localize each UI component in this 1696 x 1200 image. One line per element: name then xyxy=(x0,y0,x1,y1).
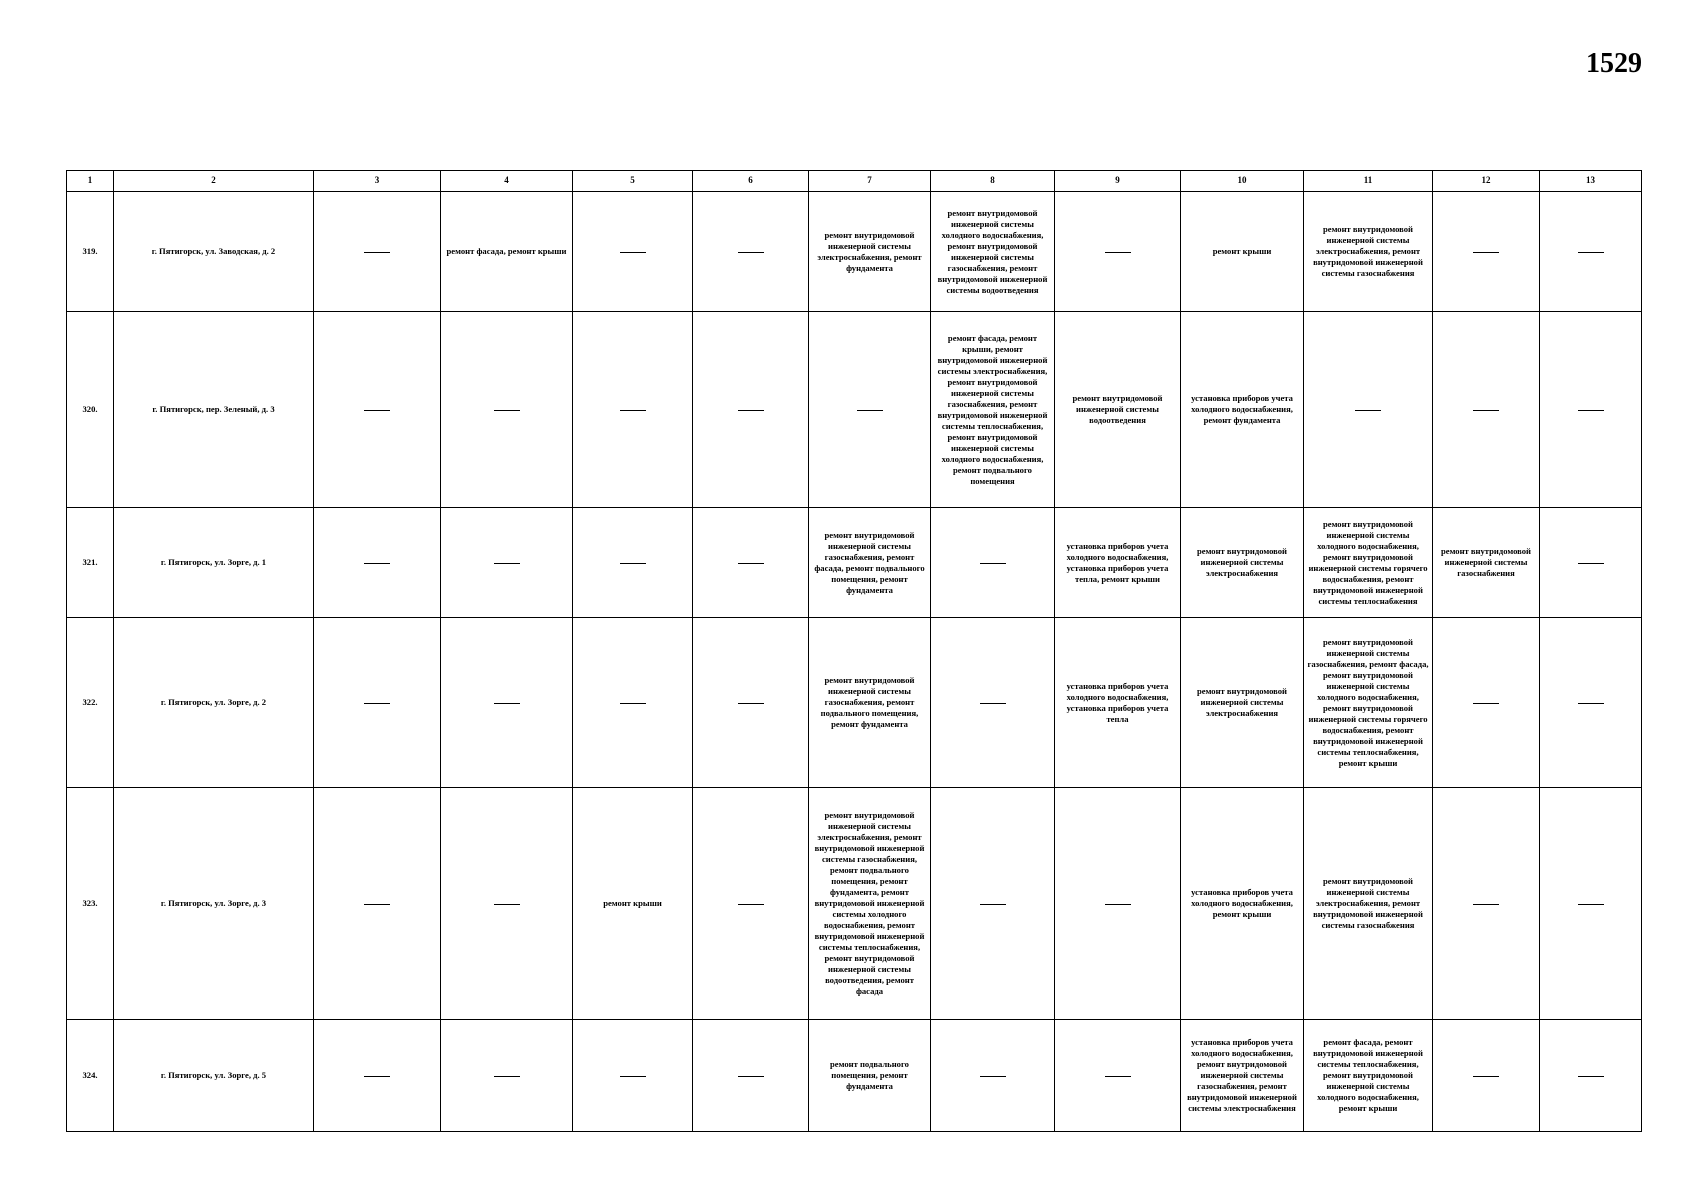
column-number: 3 xyxy=(314,171,441,192)
work-cell: ремонт фасада, ремонт крыши, ремонт внутридомовой инженерной системы электроснабжения, ремонт внутридомовой инженерной системы газоснабжения, ремонт внутридомовой инженерной системы теплоснабжения, ремонт внутридомовой инженерной системы холодного водоснабжения, ремонт подвального помещения xyxy=(931,312,1055,508)
empty-dash xyxy=(364,1076,390,1077)
empty-dash xyxy=(1473,703,1499,704)
empty-dash xyxy=(494,410,520,411)
row-number-cell: 324. xyxy=(67,1020,114,1132)
work-cell xyxy=(314,788,441,1020)
empty-dash xyxy=(1578,410,1604,411)
empty-dash xyxy=(1473,410,1499,411)
work-cell xyxy=(314,618,441,788)
work-cell xyxy=(931,618,1055,788)
work-cell xyxy=(931,1020,1055,1132)
work-cell: установка приборов учета холодного водоснабжения, ремонт внутридомовой инженерной системы газоснабжения, ремонт внутридомовой инженерной системы электроснабжения xyxy=(1181,1020,1304,1132)
work-cell xyxy=(1540,192,1642,312)
empty-dash xyxy=(738,410,764,411)
work-cell: ремонт внутридомовой инженерной системы холодного водоснабжения, ремонт внутридомовой инженерной системы газоснабжения, ремонт внутридомовой инженерной системы водоотведения xyxy=(931,192,1055,312)
empty-dash xyxy=(738,904,764,905)
empty-dash xyxy=(857,410,883,411)
work-cell xyxy=(441,508,573,618)
work-cell xyxy=(693,508,809,618)
column-number: 6 xyxy=(693,171,809,192)
empty-dash xyxy=(980,563,1006,564)
work-cell xyxy=(314,312,441,508)
repair-schedule-table xyxy=(66,170,1642,1132)
empty-dash xyxy=(494,703,520,704)
work-cell xyxy=(1540,788,1642,1020)
work-cell xyxy=(573,312,693,508)
column-number: 12 xyxy=(1433,171,1540,192)
table-row xyxy=(67,618,1642,788)
work-cell: ремонт внутридомовой инженерной системы электроснабжения, ремонт фундамента xyxy=(809,192,931,312)
work-cell: установка приборов учета холодного водоснабжения, установка приборов учета тепла, ремонт крыши xyxy=(1055,508,1181,618)
empty-dash xyxy=(364,703,390,704)
empty-dash xyxy=(1473,252,1499,253)
work-cell: ремонт внутридомовой инженерной системы электроснабжения, ремонт внутридомовой инженерной системы газоснабжения, ремонт подвального помещения, ремонт фундамента, ремонт внутридомовой инженерной системы холодного водоснабжения, ремонт внутридомовой инженерной системы теплоснабжения, ремонт внутридомовой инженерной системы водоотведения, ремонт фасада xyxy=(809,788,931,1020)
empty-dash xyxy=(1578,703,1604,704)
empty-dash xyxy=(494,1076,520,1077)
address-cell: г. Пятигорск, ул. Зорге, д. 2 xyxy=(114,618,314,788)
work-cell: установка приборов учета холодного водоснабжения, ремонт крыши xyxy=(1181,788,1304,1020)
work-cell xyxy=(1055,1020,1181,1132)
work-cell xyxy=(573,618,693,788)
empty-dash xyxy=(738,1076,764,1077)
work-cell xyxy=(1540,312,1642,508)
work-cell xyxy=(1055,788,1181,1020)
work-cell: ремонт фасада, ремонт крыши xyxy=(441,192,573,312)
empty-dash xyxy=(1105,252,1131,253)
work-cell xyxy=(314,508,441,618)
work-cell: ремонт фасада, ремонт внутридомовой инженерной системы теплоснабжения, ремонт внутридомовой инженерной системы холодного водоснабжения, ремонт крыши xyxy=(1304,1020,1433,1132)
empty-dash xyxy=(364,252,390,253)
empty-dash xyxy=(1473,904,1499,905)
empty-dash xyxy=(494,563,520,564)
work-cell xyxy=(1433,618,1540,788)
work-cell xyxy=(441,312,573,508)
work-cell: ремонт внутридомовой инженерной системы электроснабжения, ремонт внутридомовой инженерной системы газоснабжения xyxy=(1304,192,1433,312)
work-cell: ремонт внутридомовой инженерной системы электроснабжения, ремонт внутридомовой инженерной системы газоснабжения xyxy=(1304,788,1433,1020)
table-row xyxy=(67,508,1642,618)
empty-dash xyxy=(364,904,390,905)
work-cell xyxy=(1433,1020,1540,1132)
column-number: 9 xyxy=(1055,171,1181,192)
column-number: 1 xyxy=(67,171,114,192)
work-cell: ремонт внутридомовой инженерной системы холодного водоснабжения, ремонт внутридомовой инженерной системы горячего водоснабжения, ремонт внутридомовой инженерной системы теплоснабжения xyxy=(1304,508,1433,618)
page-number: 1529 xyxy=(1586,48,1642,79)
column-number: 11 xyxy=(1304,171,1433,192)
empty-dash xyxy=(738,563,764,564)
row-number-cell: 322. xyxy=(67,618,114,788)
empty-dash xyxy=(1105,904,1131,905)
work-cell xyxy=(441,788,573,1020)
work-cell xyxy=(693,788,809,1020)
empty-dash xyxy=(980,904,1006,905)
work-cell: ремонт внутридомовой инженерной системы электроснабжения xyxy=(1181,508,1304,618)
work-cell xyxy=(314,1020,441,1132)
table-row xyxy=(67,788,1642,1020)
work-cell: ремонт внутридомовой инженерной системы газоснабжения, ремонт подвального помещения, ремонт фундамента xyxy=(809,618,931,788)
row-number-cell: 321. xyxy=(67,508,114,618)
work-cell xyxy=(1540,1020,1642,1132)
work-cell: ремонт внутридомовой инженерной системы газоснабжения, ремонт фасада, ремонт подвального помещения, ремонт фундамента xyxy=(809,508,931,618)
work-cell: ремонт внутридомовой инженерной системы газоснабжения, ремонт фасада, ремонт внутридомовой инженерной системы холодного водоснабжения, ремонт внутридомовой инженерной системы горячего водоснабжения, ремонт внутридомовой инженерной системы теплоснабжения, ремонт крыши xyxy=(1304,618,1433,788)
work-cell xyxy=(809,312,931,508)
work-cell xyxy=(1304,312,1433,508)
work-cell: ремонт внутридомовой инженерной системы электроснабжения xyxy=(1181,618,1304,788)
work-cell xyxy=(1433,788,1540,1020)
work-cell: ремонт крыши xyxy=(573,788,693,1020)
column-number: 7 xyxy=(809,171,931,192)
work-cell xyxy=(573,1020,693,1132)
empty-dash xyxy=(1578,1076,1604,1077)
empty-dash xyxy=(620,703,646,704)
empty-dash xyxy=(364,563,390,564)
row-number-cell: 323. xyxy=(67,788,114,1020)
work-cell xyxy=(1540,618,1642,788)
empty-dash xyxy=(1473,1076,1499,1077)
column-number-row xyxy=(67,171,1642,192)
empty-dash xyxy=(1355,410,1381,411)
work-cell xyxy=(1433,312,1540,508)
column-number: 5 xyxy=(573,171,693,192)
empty-dash xyxy=(620,252,646,253)
row-number-cell: 320. xyxy=(67,312,114,508)
empty-dash xyxy=(980,703,1006,704)
work-cell: установка приборов учета холодного водоснабжения, ремонт фундамента xyxy=(1181,312,1304,508)
column-number: 10 xyxy=(1181,171,1304,192)
empty-dash xyxy=(494,904,520,905)
address-cell: г. Пятигорск, ул. Заводская, д. 2 xyxy=(114,192,314,312)
work-cell xyxy=(931,788,1055,1020)
empty-dash xyxy=(1105,1076,1131,1077)
work-cell: установка приборов учета холодного водоснабжения, установка приборов учета тепла xyxy=(1055,618,1181,788)
work-cell xyxy=(693,1020,809,1132)
table-row xyxy=(67,1020,1642,1132)
row-number-cell: 319. xyxy=(67,192,114,312)
empty-dash xyxy=(620,563,646,564)
work-cell: ремонт крыши xyxy=(1181,192,1304,312)
work-cell xyxy=(1433,192,1540,312)
work-cell xyxy=(441,618,573,788)
empty-dash xyxy=(620,1076,646,1077)
work-cell: ремонт внутридомовой инженерной системы газоснабжения xyxy=(1433,508,1540,618)
column-number: 4 xyxy=(441,171,573,192)
address-cell: г. Пятигорск, ул. Зорге, д. 1 xyxy=(114,508,314,618)
work-cell xyxy=(1540,508,1642,618)
empty-dash xyxy=(738,252,764,253)
work-cell xyxy=(441,1020,573,1132)
work-cell xyxy=(1055,192,1181,312)
column-number: 13 xyxy=(1540,171,1642,192)
work-cell: ремонт внутридомовой инженерной системы водоотведения xyxy=(1055,312,1181,508)
work-cell xyxy=(573,192,693,312)
empty-dash xyxy=(364,410,390,411)
work-cell xyxy=(693,618,809,788)
work-cell: ремонт подвального помещения, ремонт фундамента xyxy=(809,1020,931,1132)
empty-dash xyxy=(1578,904,1604,905)
empty-dash xyxy=(1578,563,1604,564)
table-row xyxy=(67,192,1642,312)
address-cell: г. Пятигорск, ул. Зорге, д. 3 xyxy=(114,788,314,1020)
table-row xyxy=(67,312,1642,508)
address-cell: г. Пятигорск, пер. Зеленый, д. 3 xyxy=(114,312,314,508)
work-cell xyxy=(693,192,809,312)
column-number: 8 xyxy=(931,171,1055,192)
empty-dash xyxy=(738,703,764,704)
work-cell xyxy=(931,508,1055,618)
work-cell xyxy=(693,312,809,508)
column-number: 2 xyxy=(114,171,314,192)
work-cell xyxy=(314,192,441,312)
empty-dash xyxy=(620,410,646,411)
empty-dash xyxy=(980,1076,1006,1077)
address-cell: г. Пятигорск, ул. Зорге, д. 5 xyxy=(114,1020,314,1132)
empty-dash xyxy=(1578,252,1604,253)
work-cell xyxy=(573,508,693,618)
